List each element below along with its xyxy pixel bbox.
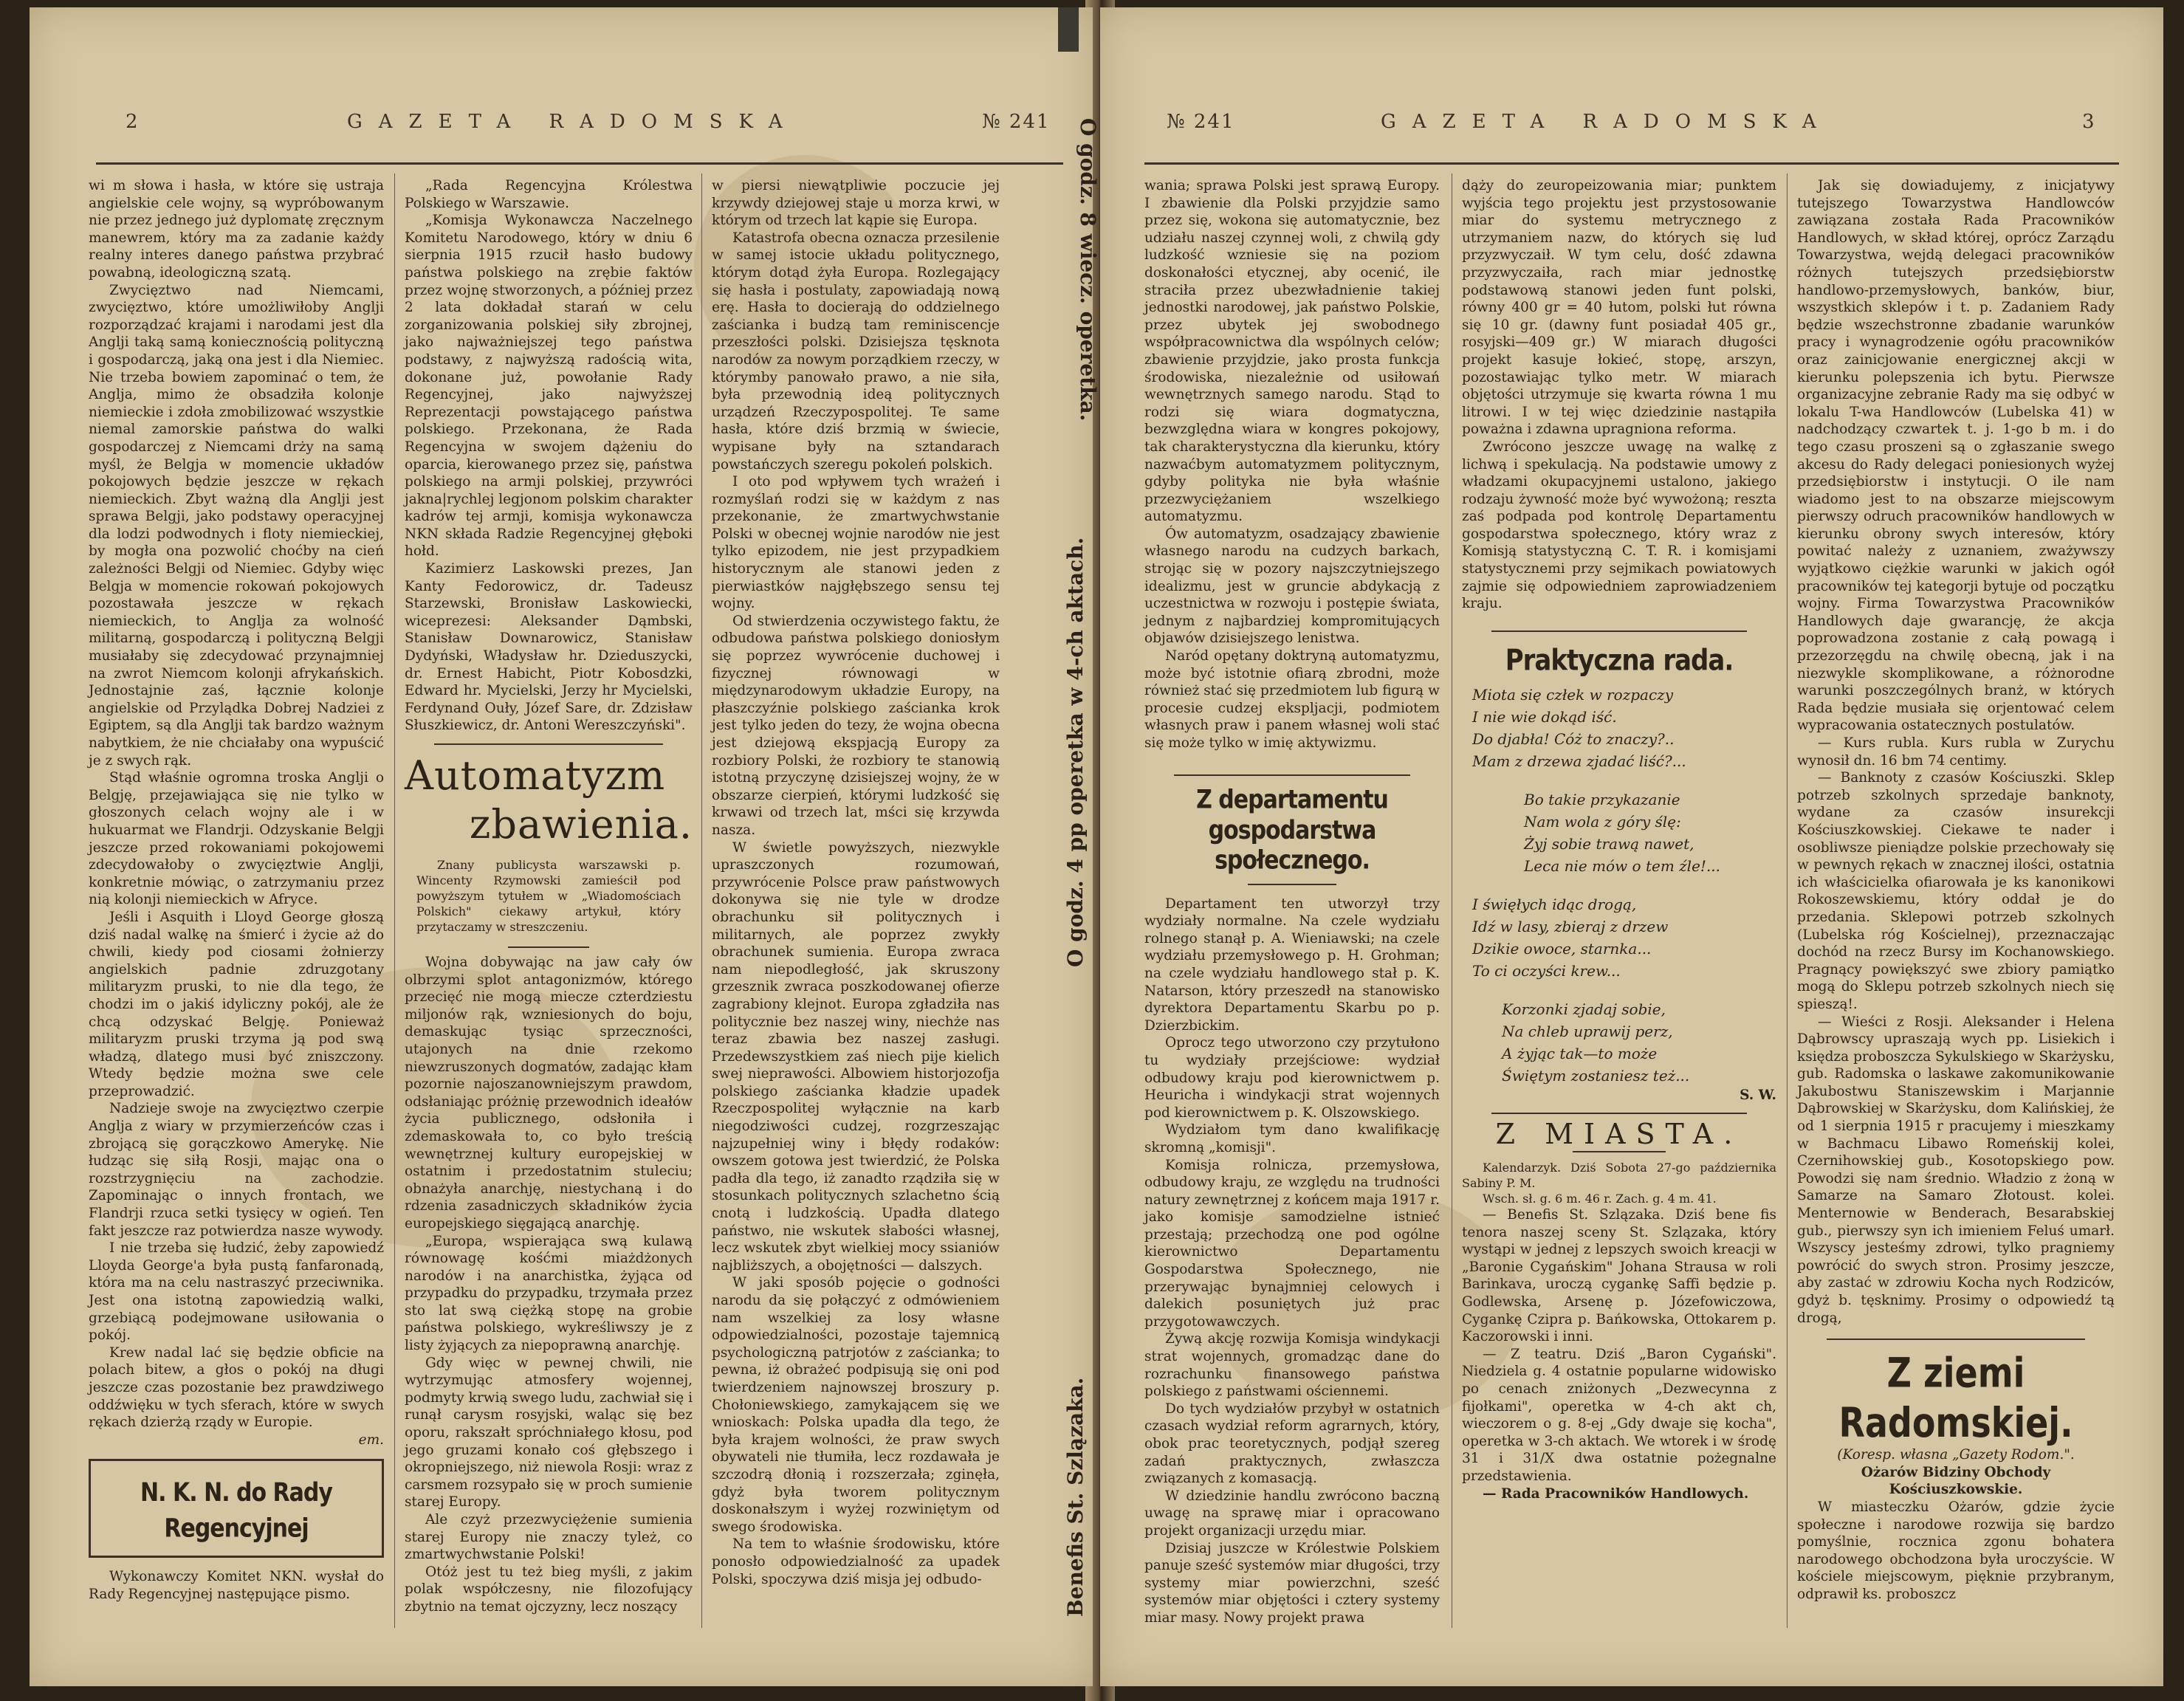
binding-stitch: [1058, 7, 1079, 52]
article-title-2: zbawienia.: [469, 801, 693, 848]
region-subtitle: (Koresp. własna „Gazety Rodom.".: [1837, 1447, 2075, 1463]
column-divider: [394, 173, 395, 1628]
paragraph: Departament ten utworzył trzy wydziały normalne. Na czele wydziału rolnego stanął p. A. Wieniawski; na czele wydziału przemysłowego p. H. Grohman; na czele wydziału handlowego stał p. K. Natarson, który przeszedł na stanowisko dyrektora Departamentu Skarbu po p. Dzierzbickim.: [1144, 896, 1440, 1034]
vertical-ad-3: Benefis St. Szlązaka.: [1063, 1377, 1088, 1617]
poem-line: To ci oczyści krew...: [1472, 961, 1621, 980]
poem-line: Dzikie owoce, starnka...: [1472, 939, 1652, 958]
poem-line: I święłych idąc drogą,: [1472, 895, 1637, 913]
paragraph: Krew nadal lać się będzie obficie na polach bitew, a głos o pokój na długi jeszcze czas pozostanie bez prawdziwego oddźwięku w tych sferach, które w swych rękach dzierżą rządy w Europie.: [89, 1344, 384, 1431]
paragraph: Od stwierdzenia oczywistego faktu, że odbudowa państwa polskiego doniosłym się poprzez wywrócenie duchowej i fizycznej równowagi w międzynarodowym układzie Europy, na płaszczyźnie polskiego zaścianka krok jest tylko jeden do tezy, że wojna obecna jest dziejową ekspjacją Europy za rozbiory Polski, że rozbiory te stanowią istotną przyczynę dzisiejszej wojny, że w obszarze cierpień, którymi ludzkość się krwawi od trzech lat, mści się krzywda nasza.: [712, 613, 1000, 838]
poem-line: Mam z drzewa zjadać liść?...: [1472, 752, 1686, 770]
signature: em.: [358, 1432, 384, 1448]
article-intro: Znany publicysta warszawski p. Wincenty Rzymowski zamieścił pod powyższym tytułem w „Wiadomościach Polskich" ciekawy artykuł, który przytaczamy w streszczeniu.: [416, 858, 681, 934]
poem-line: Do djabła! Cóż to znaczy?..: [1472, 729, 1675, 748]
poem-gap: [1472, 772, 1776, 788]
column-2: [405, 177, 693, 1616]
paragraph: w piersi niewątpliwie poczucie jej krzywdy dziejowej staje u morza krwi, w którym od trzech lat kąpie się Europa.: [712, 178, 1000, 229]
box-text: Wykonawczy Komitet NKN. wysłał do Rady Regencyjnej następujące pismo.: [89, 1569, 384, 1602]
paragraph: Jeśli i Asquith i Lloyd George głoszą dziś nadal walkę na śmierć i życie aż do chwili, kiedy pod ciosami żołnierzy angielskich padnie zdruzgotany militaryzm pruski, to nie dla tego, że chodzi im o jakiś idyliczny pokój, ale że chcą odzyskać Belgję. Ponieważ militaryzm pruski trzyma ją pod swą władzą, dlatego musi być zniszczony. Wtedy będzie można swe cele przeprowadzić.: [89, 909, 384, 1099]
paragraph: „Komisja Wykonawcza Naczelnego Komitetu Narodowego, który w dniu 6 sierpnia 1915 rzucił hasło budowy państwa polskiego na zrębie faktów przez wojnę stworzonych, a później przez 2 lata dokładał starań w celu zorganizowania polskiej siły zbrojnej, jako najważniejszej tego państwa podstawy, z najwyższą radością wita, dokonane już, powołanie Rady Regencyjnej, jako najwyższej Reprezentacji powstającego państwa polskiego. Przekonana, że Rada Regencyjna w swojem dążeniu do oparcia, kierowanego przez się, państwa polskiego na armji polskiej, przywróci jakna|rychlej legjonom polskim charakter kadrów tej armji, komisja wykonawcza NKN składa Radzie Regencyjnej głęboki hołd.: [405, 213, 693, 560]
dept-title-2: społecznego.: [1215, 845, 1370, 876]
paragraph: „Rada Regencyjna Królestwa Polskiego w Warszawie.: [405, 178, 693, 211]
paragraph: Komisja rolnicza, przemysłowa, odbudowy kraju, ze względu na trudności natury zewnętrznej z końcem maja 1917 r. jako komisje samodzielne istnieć przestają; przechodzą one pod ogólne kierownictwo Departamentu Gospodarstwa Społecznego, nie przerywając bynajmniej celowych i dalekich posuniętych już prac przygotowawczych.: [1144, 1157, 1440, 1330]
poem-line: Nam wola z góry ślę:: [1524, 812, 1681, 831]
poem-line: Leca nie mów o tem źle!...: [1524, 856, 1721, 875]
paragraph: I nie trzeba się łudzić, żeby zapowiedź Lloyda George'a była pustą fanfaronadą, która ma na celu nastraszyć przeciwnika. Jest ona istotną zapowiedzią walki, grzebiącą podejmowane usiłowania o pokój.: [89, 1240, 384, 1344]
paragraph: W dziedzinie handlu zwrócono baczną uwagę na sprawę miar i opracowano projekt organizacji urzędu miar.: [1144, 1488, 1440, 1539]
news-item: — Rada Pracowników Handlowych.: [1483, 1485, 1749, 1502]
separator: [508, 946, 589, 948]
paragraph: Żywą akcję rozwija Komisja windykacji strat wojennych, gromadząc dane do rozrachunku finansowego państwa polskiego z państwami ościennemi.: [1144, 1331, 1440, 1400]
paragraph: Oprocz tego utworzono czy przytułono tu wydziały przejściowe: wydział odbudowy kraju pod kierownictwem p. Heuricha i windykacji strat wojennych pod kierownictwem p. K. Olszowskiego.: [1144, 1035, 1440, 1121]
dept-title: Z departamentu gospodarstwa: [1196, 785, 1388, 845]
paragraph: Nadzieje swoje na zwycięztwo czerpie Anglja z wiary w przymierzeńców czas i zbrojącą się gorączkowo Amerykę. Nie łudząc się siłą Rosji, mając ona o rozstrzygnięciu na zachodzie. Zapominając o innych frontach, we Flandrji rzuca setki tysięcy w ogień. Ten fakt jeszcze raz potwierdza nasze wywody.: [89, 1101, 384, 1239]
separator: [1827, 1339, 2085, 1340]
page-number: 3: [2082, 111, 2095, 133]
paragraph: Stąd właśnie ogromna troska Anglji o Belgję, przejawiająca się nie tylko w głoszonych celach wojny ale i w hukuarmat we Flandrji. Odzyskanie Belgji jeszcze przed rokowaniami pokojowemi zdecydowałoby o zwycięztwie Anglji, konkretnie mówiąc, o zatrzymaniu przez nią kolonji niemieckich w Afryce.: [89, 770, 384, 908]
poem-gap: [1472, 982, 1776, 998]
paragraph: Dzisiaj juszcze w Królestwie Polskiem panuje sześć systemów miar długości, trzy systemy miar powierzchni, sześć systemów miar objętości i cztery systemy miar masy. Nowy projekt prawa: [1144, 1540, 1440, 1626]
paragraph: Naród opętany doktryną automatyzmu, może być istotnie ofiarą zbrodni, może również stać się przedmiotem lub figurą w procesie cudzej ekspljacji, podmiotem własnych praw i panem własnej woli stać się może tylko w imię aktywizmu.: [1144, 648, 1440, 751]
box-title: N. K. N. do Rady Regencyjnej: [140, 1478, 332, 1544]
column-divider: [1787, 173, 1788, 1628]
page-number: 2: [126, 111, 138, 133]
page-header: [1167, 111, 2119, 148]
paragraph: W świetle powyższych, niezwykle upraszczonych rozumowań, przywrócenie Polsce praw państwowych dokonywa się nie tyle w drodze obrachunku sił politycznych i militarnych, ale poprzez zwykły obrachunek sumienia. Europa zwraca nam niepodległość, jak skruszony grzesznik zwraca poszkodowanej ofierze zagrabiony klejnot. Europa zgładziła nas politycznie bez naszej winy, niechże nas teraz zbawia bez naszej zasługi. Przedewszystkiem zaś niech pije kielich swej nieprawości. Albowiem historjozofja polskiego zaścianka kładzie upadek Rzeczpospolitej wyłącznie na karb niegodziwości cudzej, rozgrzeszając najzupełniej winy i błędy rodaków: owszem gotowa jest twierdzić, że Polska padła dla tego, iż zanadto rządziła się w stosunkach politycznych szlachetno ścią cnotą i ludzkością. Upadła dlatego państwo, nie wskutek słabości własnej, lecz wskutek zbyt wielkiej mocy ssianiów najbliższych, a obojętności — dalszych.: [712, 839, 1000, 1274]
column-3: [1797, 177, 2115, 1604]
paragraph: I oto pod wpływem tych wrażeń i rozmyślań rodzi się w każdym z nas przekonanie, że zmartwychwstanie Polski w obecnej wojnie narodów nie jest tylko epizodem, nie jest przypadkiem historycznym ale stanowi jeden z pierwiastków najgłębszego sensu tej wojny.: [712, 474, 1000, 612]
poem-gap: [1472, 877, 1776, 893]
paragraph: Wydziałom tym dano kwalifikację skromną „komisji".: [1144, 1122, 1440, 1155]
city-title: Z MIASTA.: [1495, 1118, 1743, 1151]
poem: [1462, 684, 1776, 1087]
paragraph: Ale czyż przezwyciężenie sumienia starej Europy nie znaczy tyleż, co zmartwychwstanie Polski!: [405, 1512, 693, 1563]
poem-line: Świętym zostaniesz też...: [1502, 1066, 1690, 1085]
page-header: [126, 111, 1063, 148]
paragraph: Ów automatyzm, osadzający zbawienie własnego narodu na cudzych barkach, strojąc się w pozory najszczytniejszego idealizmu, jest w gruncie abdykacją z uczestnictwa w rozwoju i postępie świata, jednym z najbardziej kompromitujących objawów dzisiejszego lenistwa.: [1144, 526, 1440, 647]
poem-line: Bo takie przykazanie: [1524, 790, 1680, 808]
poem-signature: S. W.: [1740, 1087, 1776, 1103]
paragraph: Zwycięztwo nad Niemcami, zwycięztwo, które umożliwiłoby Anglji rozporządzać krajami i narodami jest dla Anglji taką samą koniecznością polityczną i gospodarczą, jaką ona jest i dla Niemiec. Nie trzeba bowiem zapominać o tem, że Anglja, mimo że obsadziła kolonje niemieckie i zdoła zmobilizować wszystkie niemal zamorskie państwa do walki gospodarczej z Niemcami drży na samą myśl, że Belgja w momencie układów pokojowych będzie jeszcze w rękach niemieckich. Zbyt ważną dla Anglji jest sprawa Belgji, jako podstawy operacyjnej dla lodzi podwodnych i floty niemieckiej, by mogła ona pozwolić choćby na cień zależności Belgji od Niemiec. Gdyby więc Belgja w momencie rokowań pokojowych pozostawała jeszcze w rękach niemieckich, to Anglja za wolność militarną, gospodarczą i polityczną Belgji musiałaby się zdecydować przynajmniej na zwrot Niemcom kolonji afrykańskich. Jednostajnie zaś, łącznie kolonje angielskie od Przylądka Dobrej Nadziei z Egiptem, są dla Anglji tak bardzo ważnym nabytkiem, że nie chciałaby ona wypuścić je z swych rąk.: [89, 282, 384, 769]
separator: [1248, 884, 1336, 885]
column-1: [89, 177, 384, 1604]
separator: [1491, 1113, 1747, 1114]
vertical-ad-2: O godz. 4 pp operetka w 4-ch aktach.: [1063, 537, 1088, 967]
poem-line: A żyjąc tak—to może: [1502, 1044, 1658, 1062]
sun-times: Wsch. sł. g. 6 m. 46 r. Zach. g. 4 m. 41.: [1483, 1192, 1717, 1206]
paragraph: wi m słowa i hasła, w które się ustraja angielskie cele wojny, są wypróbowanym nie przez jednego już dyplomatę zręcznym manewrem, który ma za zadanie każdy realny interes danego państwa przybrać powabną, ideologiczną szatą.: [89, 178, 384, 281]
nkn-box: [89, 1459, 384, 1558]
paragraph: — Kurs rubla. Kurs rubla w Zurychu wynosił dn. 16 bm 74 centimy.: [1797, 735, 2115, 769]
paragraph: „Europa, wspierająca swą kulawą równowagę kośćmi miażdżonych narodów i na anarchistka, żyjąca od przypadku do przypadku, trzymała przez sto lat swą ciężką stopę na grobie państwa polskiego, wykreśliwszy je z listy żyjących za niepoprawną anarchję.: [405, 1233, 693, 1354]
column-3: [712, 177, 1000, 1588]
paragraph: Na tem to właśnie środowisku, które ponosło odpowiedzialność za upadek Polski, spoczywa dziś misja jej odbudo-: [712, 1536, 1000, 1587]
issue-number: № 241: [1167, 111, 1235, 133]
separator: [1491, 630, 1747, 632]
poem-line: Korzonki zjadaj sobie,: [1502, 1000, 1666, 1018]
poem-line: Żyj sobie trawą nawet,: [1524, 834, 1694, 853]
column-divider: [701, 173, 702, 1628]
column-2: [1462, 177, 1776, 1502]
poem-line: Idź w lasy, zbieraj z drzew: [1472, 917, 1669, 935]
paragraph: Gdy więc w pewnej chwili, nie wytrzymując atmosfery wojennej, podmyty krwią swego ludu, zachwiał się i runął carysm rosyjski, waląc się bez oporu, rakszałt spróchniałego kłosu, pod jego gruzami konało coś głębszego i okropniejszego, niż niewola Rosji: wraz z carsmem rozsypało się w proch sumienie starej Europy.: [405, 1355, 693, 1511]
paragraph: Jak się dowiadujemy, z inicjatywy tutejszego Towarzystwa Handlowców zawiązana została Rada Pracowników Handlowych, w skład której, oprócz Zarządu Towarzystwa, wejdą delegaci pracowników różnych tutejszych przedsiębiorstw handlowo-przemysłowych, banków, biur, wszystkich sklepów i t. p. Zadaniem Rady będzie wszechstronne zbadanie warunków pracy i wynagrodzenie ogółu pracowników oraz zainicjowanie energicznej akcji w kierunku polepszenia ich bytu. Pierwsze organizacyjne zebranie Rady ma się odbyć w lokalu T-wa Handlowców (Lubelska 41) w nadchodzący czwartek t. j. 1-go b m. i do tego czasu proszeni są o zgłaszanie swego akcesu do Rady delegaci poniesionych wyżej przedsiębiorstw i instytucji. O ile nam wiadomo jest to na obszarze miejscowym pierwszy odruch pracowników handlowych w kierunku obrony swych interesów, który powitać należy z uznaniem, zważywszy wyjątkowo ciężkie warunki w jakich ogół pracowników tej kategorji bytuje od początku wojny. Firma Towarzystwa Pracowników Handlowych daje gwarancję, że akcja poprowadzona zostanie z całą powagą i przezorzęgdu na chwilę obecną, jak i na niezwykle skomplikowane, a różnorodne warunki poszczególnych branż, w których Rada będzie musiała się orjentować celem wypracowania ostatecznych postulatów.: [1797, 178, 2115, 734]
calendar: Kalendarzyk. Dziś Sobota 27-go października Sabiny P. M.: [1462, 1161, 1776, 1191]
column-1: [1144, 177, 1440, 1627]
news-item: — Benefis St. Szlązaka. Dziś bene fis tenora naszej sceny St. Szlązaka, który wystąpi w jednej z lepszych swoich kreacji w „Baronie Cygańskim" Johana Strausa w roli Barinkava, uroczą cygankę Saffi będzie p. Godlewska, Arsenę p. Józefowiczowa, Cygankę Czipra p. Bańkowska, Ottokarem p. Kaczorowski i inni.: [1462, 1207, 1776, 1345]
poem-line: Na chleb uprawij perz,: [1502, 1022, 1673, 1040]
paragraph: — Wieści z Rosji. Aleksander i Helena Dąbrowscy upraszają wych pp. Lisiekich i księdza proboszcza Sykulskiego w Skarżysku, gub. Radomska o laskawe zakomunikowanie Jakubostwu Staniszewskim i Marjannie Dąbrowskiej w Skarżysku, dom Kalińskiej, że od 1 sierpnia 1915 r pracujemy i mieszkamy w Bachmacu Libawo Romeńskij kolei, Czernihowskiej gub., Kosotopskiego pow. Powodzi się nam średnio. Władzio z żoną w Samarze na Samaro Złotoust. kolei. Menternowie w Benderach, Besarabskiej gub., pierwszy syn ich imieniem Feluś umarł. Wszyscy jesteśmy zdrowi, tylko pragniemy powrócić do swych stron. Prosimy jeszcze, aby zastać w zdrowiu Kocha nych Rodziców, gdyż b. tęsknimy. Prosimy o odpowiedź tą drogą,: [1797, 1014, 2115, 1326]
poem-line: Miota się człek w rozpaczy: [1472, 685, 1674, 704]
separator: [1174, 774, 1410, 776]
paragraph: Otóż jest tu też bieg myśli, z jakim polak współczesny, nie filozofujący zbytnio na temat ojczyzny, lecz noszący: [405, 1564, 693, 1615]
article-title: Automatyzm: [405, 752, 666, 799]
paragraph: wania; sprawa Polski jest sprawą Europy. I zbawienie dla Polski przyjdzie samo przez się, wokona się automatycznie, bez udziału naszej czynnej woli, z chwilą gdy ludzkość wzniesie się na poziom doskonałości etycznej, aby ocenić, ile straciła przez ubezwładnienie takiej jednostki narodowej, jak państwo Polskie, przez ubytek jej swobodnego współpracownictwa dla wspólnych celów; zbawienie przyjdzie, jako prosta funkcja środowiska, niezależnie od usiłowań wewnętrznych samego narodu. Stąd to rodzi się wiara dogmatyczna, bezwzględna wiara w kongres pokojowy, tak charakterystyczna dla kierunku, który nazwaćbym automatyzmem politycznym, gdyby polityka nie była właśnie przezwyciężaniem wszelkiego automatyzmu.: [1144, 178, 1440, 525]
separator: [434, 743, 663, 745]
paragraph: W jaki sposób pojęcie o godności narodu da się połączyć z odmówieniem nam wszelkiej za losy własne odpowiedzialności, pozostaje tajemnicą psychologiczną patrjotów z zaścianka; to pewna, iż obrażeć podpisują się oni pod twierdzeniem najnowszej broszury p. Chołoniewskiego, zamykającem się we wnioskach: Polska upadła dla tego, że była krajem wolności, że praw swych obywateli nie tłumiła, lecz rozdawała je szczodrą dłonią i rozszerzała; zginęła, gdyż była tworem politycznym doskonałszym i wyżej rozwiniętym od swego środowiska.: [712, 1275, 1000, 1535]
vertical-ad-1: O godz. 8 wiecz. operetka.: [1076, 118, 1100, 422]
left-page: [30, 7, 1100, 1686]
header-rule: [1144, 162, 2119, 165]
paragraph: Do tych wydziałów przybył w ostatnich czasach wydział reform agrarnych, który, obok prac teoretycznych, podjął szereg zadań praktycznych, zwłaszcza związanych z komasacją.: [1144, 1401, 1440, 1487]
paragraph: Zwrócono jeszcze uwagę na walkę z lichwą i spekulacją. Na podstawie umowy z władzami okupacyjnemi ustalono, jakiego rodzaju żywność może być wywożoną; reszta zaś podpada pod kontrolę Departamentu gospodarstwa społecznego, który wraz z Komisją statystyczną C. T. R. i komisjami statystycznemi przy sejmikach powiatowych zajmie się odpowiedniem zaprowiadzeniem kraju.: [1462, 439, 1776, 612]
paragraph: Wojna dobywając na jaw cały ów olbrzymi splot antagonizmów, którego przecięć nie mogą miecze czterdziestu miljonów rąk, wzniesionych do boju, demaskując tysiąc sprzeczności, utajonych na dnie rzekomo niewzruszonych dogmatów, zadając kłam pozornie najoszanowniejszym prawdom, odsłaniając próżnię przewodnich ideałów życia publicznego, odsłoniła i zdemaskowała to, co było treścią wewnętrznej kultury europejskiej w ostatnim i przedostatnim stuleciu; obnażyła anarchję, niestychaną i do rdzenia zasadniczych składników życia europejskiego sięgającą anarchję.: [405, 955, 693, 1231]
advice-title: Praktyczna rada.: [1505, 643, 1734, 678]
region-text: W miasteczku Ożarów, gdzie życie społeczne i narodowe rozwija się bardzo pomyślnie, rocznica zgonu bohatera narodowego obchodzona była uroczyście. W kościele miejscowym, pięknie przybranym, odprawił ks. proboszcz: [1797, 1499, 2115, 1602]
poem-line: I nie wie dokąd iść.: [1472, 707, 1617, 726]
right-page: [1100, 7, 2163, 1686]
paragraph: dąży do zeuropeizowania miar; punktem wyjścia tego projektu jest przystosowanie miar do systemu metrycznego z utrzymaniem nazw, do których się lud przyzwyczaił. W tym celu, dość zdawna przyzwyczaiła, rach miar jednostkę podstawową stanowi jeden funt polski, równy 400 gr = 40 łutom, polski łut równa się 10 gr. (dawny funt posiadał 405 gr., rosyjski—409 gr.) W miarach długości projekt kasuje łokieć, stopę, arszyn, pozostawiając tylko metr. W miarach objętości utrzymuje się kwarta równa 1 mu litrowi. I w tej więc dziedzinie nastąpiła poważna i zdawna upragniona reforma.: [1462, 178, 1776, 438]
region-headline: Ożarów Bidziny Obchody Kościuszkowskie.: [1861, 1464, 2051, 1498]
separator: [1573, 1151, 1666, 1152]
region-title: Z ziemi Radomskiej.: [1838, 1349, 2073, 1447]
masthead: GAZETA RADOMSKA: [1381, 111, 1833, 133]
paragraph: Kazimierz Laskowski prezes, Jan Kanty Fedorowicz, dr. Tadeusz Starzewski, Bronisław Laskowiecki, wiceprezesi: Aleksander Dąmbski, Stanisław Downarowicz, Stanisław Dydyński, Władysław hr. Dzieduszycki, dr. Ernest Habicht, Piotr Kobosdzki, Edward hr. Mycielski, Jerzy hr Mycielski, Ferdynand Ouły, Józef Sare, dr. Zdzisław Słuszkiewicz, dr. Antoni Wereszczyński".: [405, 561, 693, 734]
header-rule: [96, 162, 1063, 165]
news-item: — Z teatru. Dziś „Baron Cygański". Niedziela g. 4 ostatnie popularne widowisko po cenach zniżonych „Dezwecynna z fijołkami", operetka w 4-ch akt ch, wieczorem o g. 8-ej „Gdy dwaje się kocha", operetka w 3-ch aktach. We wtorek i w środę 31 i 31/X dwa ostatnie pożegnalne przedstawienia.: [1462, 1346, 1776, 1484]
paragraph: — Banknoty z czasów Kościuszki. Sklep potrzeb szkolnych sprzedaje banknoty, wydane za czasów insurekcji Kościuszkowskiej. Ciekawe te nader i osobliwsze pieniądze polskie przechowały się w pewnych rękach w znacznej ilości, ostatnia ich właścicielka ofiarowała je ks kanonikowi Rokoszewskiemu, który oddał je do przedania. Sklepowi potrzeb szkolnych (Lubelska róg Kościelnej), przeznaczając dochód na rzecz Bursy im Kochanowskiego. Pragnący powiększyć swe zbiory pamiątko mogą do Sklepu potrzeb szkolnych niech się spieszą!.: [1797, 770, 2115, 1012]
masthead: GAZETA RADOMSKA: [347, 111, 799, 133]
issue-number: № 241: [982, 111, 1051, 133]
paragraph: Katastrofa obecna oznacza przesilenie w samej istocie układu politycznego, którym dotąd żyła Europa. Rozlegający się hasła i postulaty, zapowiadają nową erę. Hasła to docierają do oddzielnego zaścianka i budzą tam reminiscencje przeszłości polski. Dzisiejsza tęsknota narodów za nowym porządkiem rzeczy, w którymby panowało prawo, a nie siła, była przewodnią ideą politycznych urządzeń Rzeczypospolitej. Te same hasła, które dziś brzmią w świecie, wypisane były na sztandarach powstańczych szeregu pokoleń polskich.: [712, 230, 1000, 472]
